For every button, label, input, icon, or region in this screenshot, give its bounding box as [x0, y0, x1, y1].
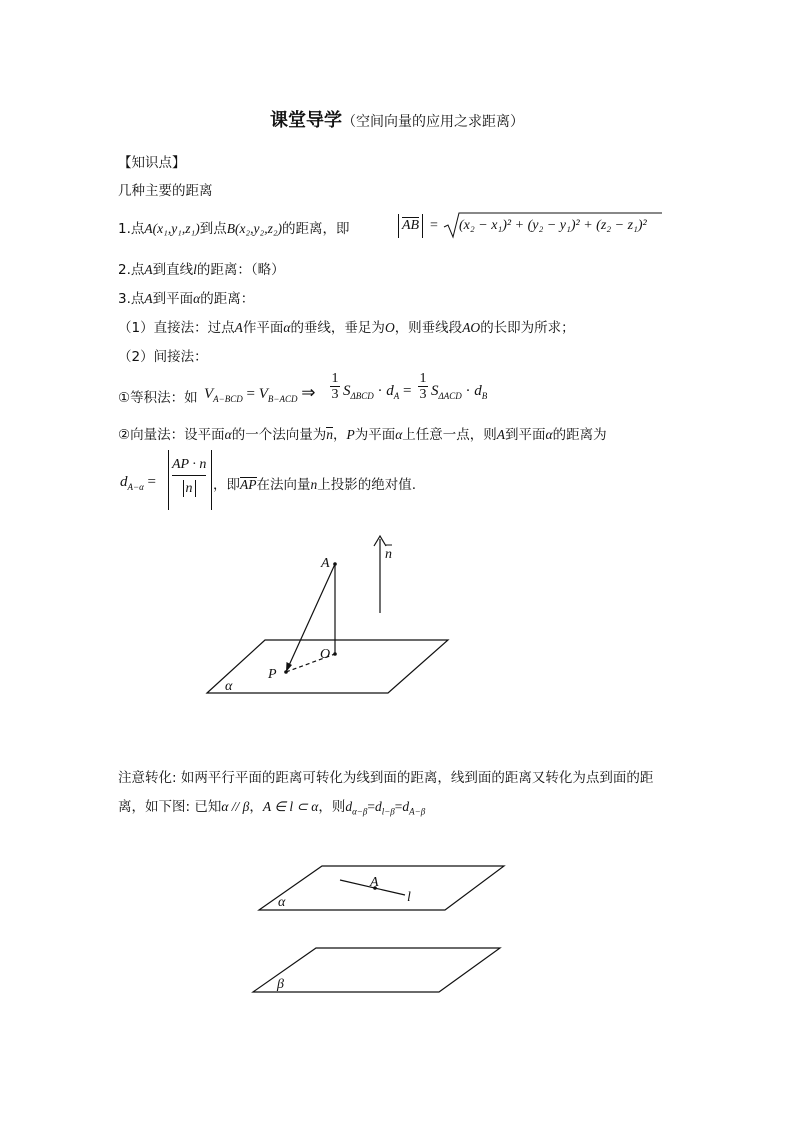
- point-p-dot: [284, 670, 288, 674]
- label2-a: A: [370, 875, 379, 890]
- note-rel1: α // β: [221, 799, 250, 814]
- page-title: [270, 106, 524, 132]
- note-d1: d: [345, 799, 353, 814]
- vol-d2-sub: B: [481, 391, 488, 401]
- vm-text-e: 上任意一点，则: [402, 427, 497, 443]
- label2-alpha: α: [278, 895, 286, 910]
- note-comma: ，: [249, 799, 263, 815]
- figure-plane-normal: [195, 525, 465, 705]
- item1-line: [118, 217, 350, 237]
- item2-line: [118, 258, 285, 278]
- abs-vector-ab: [398, 214, 423, 238]
- df-text-b: 在法向量: [256, 477, 311, 493]
- vol-v2-sub: B−ACD: [267, 394, 298, 404]
- note-text-a: 离，如下图: 已知: [118, 799, 222, 815]
- note-line-1: 注意转化: 如两平行平面的距离可转化为线到面的距离，线到面的距离又转化为点到面的距: [118, 770, 654, 786]
- vol-implies: ⇒: [301, 383, 316, 402]
- vol-v1-sub: A−BCD: [213, 394, 243, 404]
- item3-text-b: 到平面: [152, 291, 194, 307]
- vm-text-a: ②向量法：设平面: [118, 427, 225, 443]
- item2-text-a: 2.点: [118, 262, 145, 278]
- vol-d1-sub: A: [393, 391, 400, 401]
- item1-point-a: A(x₁,y₁,z₁): [144, 221, 200, 236]
- direct-text-a: （1）直接法：过点: [118, 320, 235, 336]
- direct-text-b: 作平面: [242, 320, 284, 336]
- vol-s2: S: [431, 383, 439, 399]
- vm-text-g: 的距离为: [552, 427, 607, 443]
- vm-var-a: A: [496, 427, 506, 442]
- item3-var-alpha: α: [193, 291, 201, 306]
- df-numerator: AP · n: [172, 457, 207, 472]
- figure-parallel-planes: [245, 855, 515, 1005]
- vm-var-alpha3: α: [545, 427, 553, 442]
- vm-var-p: P: [346, 427, 355, 442]
- vm-text-f: 到平面: [505, 427, 546, 443]
- fraction-one-third-1: [330, 371, 340, 402]
- indirect-method-line: （2）间接法：: [118, 349, 208, 365]
- vol-d2: d: [474, 383, 482, 399]
- title-main: 课堂导学: [270, 110, 342, 131]
- distance-formula: (x₂ − x₁)² + (y₂ − y₁)² + (z₂ − z₁)²: [459, 218, 647, 233]
- frac2-den: 3: [419, 387, 427, 402]
- label-o: O: [320, 647, 331, 662]
- frac1-den: 3: [331, 387, 339, 402]
- df-denominator-row: [172, 475, 206, 497]
- item2-text-b: 到直线: [152, 262, 194, 278]
- direct-method-line: [118, 316, 575, 336]
- vol-d1: d: [386, 383, 394, 399]
- equals-sign: =: [430, 218, 438, 233]
- item3-var-a: A: [144, 291, 153, 306]
- note-d2: d: [374, 799, 382, 814]
- note-d2-sub: l−β: [381, 806, 395, 817]
- item2-var-a: A: [144, 262, 153, 277]
- label-p: P: [268, 667, 277, 682]
- direct-text-d: ，则垂线段: [394, 320, 463, 336]
- vector-method-line: [118, 423, 607, 443]
- df-denominator: n: [183, 480, 196, 497]
- item2-var-l: l: [193, 262, 197, 277]
- note-d3-sub: A−β: [409, 806, 426, 817]
- df-vec-ap: AP: [240, 477, 257, 492]
- frac2-num: 1: [419, 371, 427, 386]
- note-rel2: A ∈ l ⊂ α: [262, 799, 319, 814]
- vec-ab-label: AB: [402, 218, 420, 233]
- item3-text-a: 3.点: [118, 291, 145, 307]
- vol-s1: S: [343, 383, 351, 399]
- item3-text-c: 的距离：: [200, 291, 255, 307]
- direct-var-a: A: [234, 320, 243, 335]
- vol-eq2: =: [403, 383, 412, 399]
- item1-suffix: 的距离，即: [282, 221, 350, 237]
- item1-prefix: 1.点: [118, 221, 145, 237]
- vol-dot1: ·: [377, 383, 383, 399]
- item1-mid: 到点: [199, 221, 227, 237]
- plane-alpha-2: [259, 866, 504, 910]
- df-d-sub: A−α: [127, 482, 144, 492]
- vm-var-alpha2: α: [395, 427, 403, 442]
- vm-var-alpha: α: [224, 427, 232, 442]
- volume-method-label: ①等积法：如: [118, 390, 198, 406]
- label2-beta: β: [277, 977, 284, 992]
- df-d: d: [120, 474, 128, 490]
- vol-s2-sub: ΔACD: [438, 391, 462, 401]
- df-text-a: ，即: [213, 477, 240, 493]
- distance-description: [213, 473, 416, 493]
- volume-equation-right: [431, 383, 487, 401]
- label-alpha: α: [225, 679, 233, 694]
- note-d3: d: [402, 799, 410, 814]
- point-a-dot: [333, 562, 337, 566]
- note-d1-sub: α−β: [352, 806, 368, 817]
- distance-fraction: [172, 456, 206, 497]
- item2-text-c: 的距离：（略）: [196, 262, 285, 278]
- label2-l: l: [407, 890, 411, 905]
- intro-text: 几种主要的距离: [118, 183, 213, 199]
- vol-s1-sub: ΔBCD: [350, 391, 374, 401]
- direct-var-o: O: [384, 320, 395, 335]
- volume-equation-mid: [343, 383, 412, 401]
- frac1-num: 1: [331, 371, 339, 386]
- vol-v1: V: [204, 386, 214, 402]
- direct-text-c: 的垂线，垂足为: [290, 320, 385, 336]
- vm-var-n: n: [326, 427, 333, 442]
- item1-point-b: B(x₂,y₂,z₂): [226, 221, 283, 236]
- direct-text-e: 的长即为所求；: [480, 320, 575, 336]
- note-text-b: ，则: [318, 799, 346, 815]
- volume-equation-left: [204, 383, 315, 404]
- vm-text-d: 为平面: [354, 427, 396, 443]
- note-eq2: =: [394, 799, 403, 814]
- point-o-dot: [333, 652, 337, 656]
- label-n: n: [385, 547, 392, 562]
- direct-var-alpha: α: [283, 320, 291, 335]
- vol-eq: =: [246, 386, 255, 402]
- title-subtitle: （空间向量的应用之求距离）: [342, 114, 524, 130]
- df-text-c: 上投影的绝对值.: [317, 477, 417, 493]
- fraction-one-third-2: [418, 371, 428, 402]
- vol-dot2: ·: [465, 383, 471, 399]
- vol-v2: V: [258, 386, 268, 402]
- distance-lhs: [120, 474, 156, 492]
- plane-beta: [253, 948, 500, 992]
- vm-text-b: 的一个法向量为: [231, 427, 327, 443]
- df-eq: =: [147, 474, 157, 490]
- section-header: 【知识点】: [118, 155, 186, 171]
- note-eq1: =: [367, 799, 375, 814]
- label-a: A: [321, 556, 330, 571]
- df-var-n: n: [310, 477, 318, 492]
- vm-text-c: ，: [332, 427, 347, 443]
- item3-line: [118, 287, 254, 307]
- direct-var-ao: AO: [462, 320, 481, 335]
- note-line-2: [118, 795, 425, 817]
